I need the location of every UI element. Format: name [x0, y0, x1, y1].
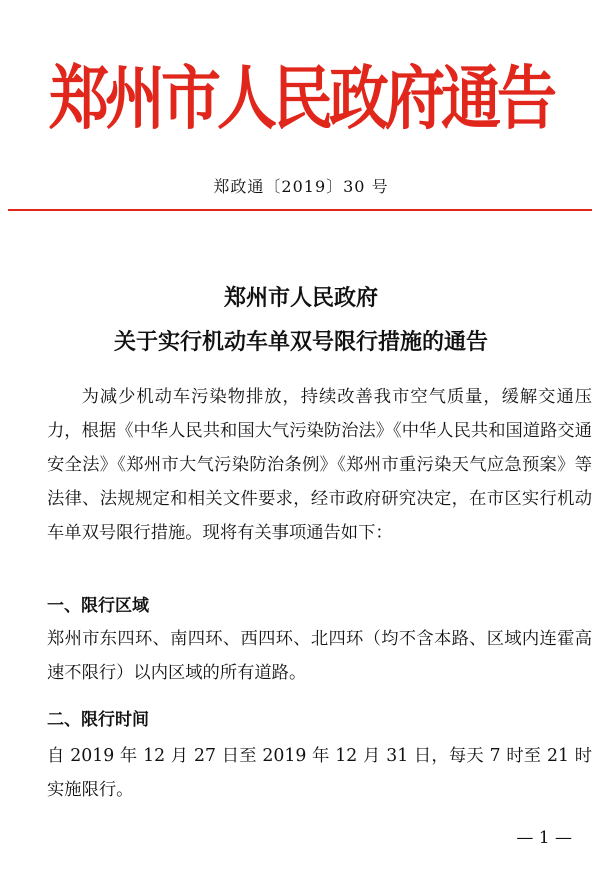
section-heading-area: 一、限行区域 — [47, 596, 149, 616]
notice-title-line2: 关于实行机动车单双号限行措施的通告 — [113, 329, 488, 355]
notice-title-line1: 郑州市人民政府 — [223, 285, 378, 311]
page-number: — 1 — — [516, 828, 572, 848]
section-heading-time: 二、限行时间 — [47, 710, 149, 730]
red-divider-line — [8, 209, 592, 211]
document-number: 郑政通〔2019〕30 号 — [213, 177, 389, 196]
masthead-title: 郑州市人民政府通告 — [49, 58, 553, 140]
section-text-time: 自 2019 年 12 月 27 日至 2019 年 12 月 31 日，每天 7 时至 21 时实施限行。 — [47, 746, 592, 800]
intro-paragraph: 为减少机动车污染物排放，持续改善我市空气质量，缓解交通压力，根据《中华人民共和国大气污染防治法》《中华人民共和国道路交通安全法》《郑州市大气污染防治条例》《郑州市重污染天气应急预案》等法律、法规规定和相关文件要求，经市政府研究决定，在市区实行机动车单双号限行措施。现将有关事项通告如下： — [47, 387, 592, 543]
section-text-area: 郑州市东四环、南四环、西四环、北四环（均不含本路、区域内连霍高速不限行）以内区域的所有道路。 — [47, 629, 592, 683]
